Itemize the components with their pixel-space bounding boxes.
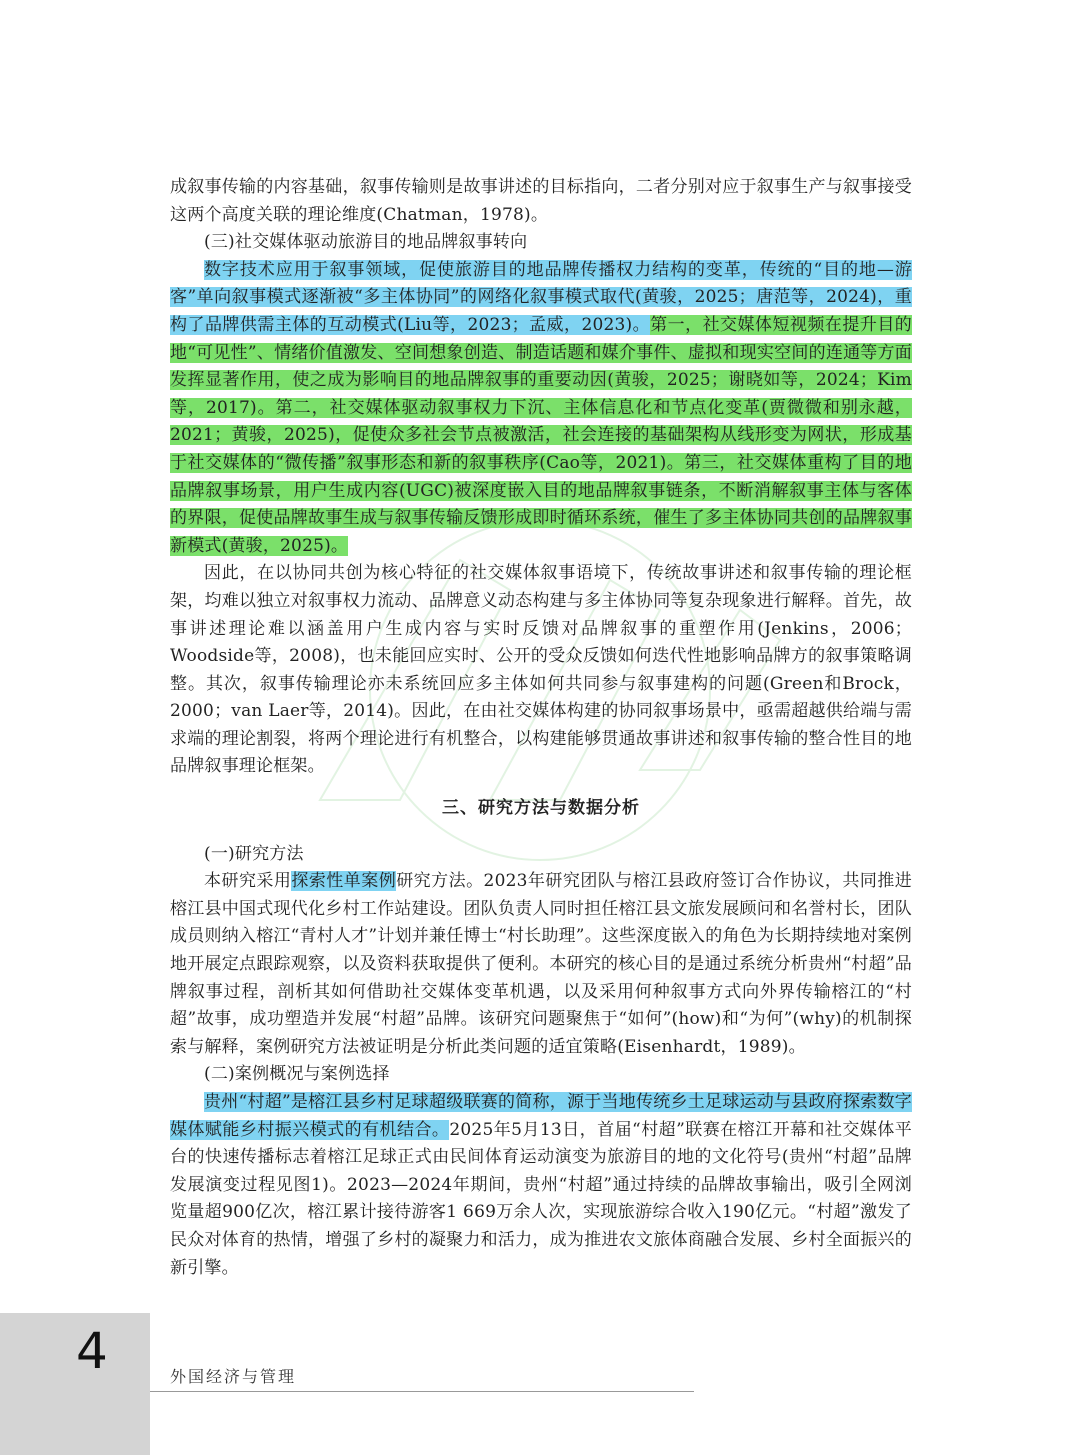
method-text-post: 研究方法。2023年研究团队与榕江县政府签订合作协议，共同推进榕江县中国式现代化乡村工作站建设。团队负责人同时担任榕江县文旅发展顾问和名誉村长，团队成员则纳入榕江“青村人才”计划并兼任博士“村长助理”。这些深度嵌入的角色为长期持续地对案例地开展定点跟踪观察，以及资料获取提供了便利。本研究的核心目的是通过系统分析贵州“村超”品牌叙事过程，剖析其如何借助社交媒体变革机遇，以及采用何种叙事方式向外界传输榕江的“村超”故事，成功塑造并发展“村超”品牌。该研究问题聚焦于“如何”(how)和“为何”(why)的机制探索与解释，案例研究方法被证明是分析此类问题的适宜策略(Eisenhardt，1989)。	[170, 871, 913, 1057]
paragraph-theory-gap: 因此，在以协同共创为核心特征的社交媒体叙事语境下，传统故事讲述和叙事传输的理论框架，均难以独立对叙事权力流动、品牌意义动态构建与多主体协同等复杂现象进行解释。首先，故事讲述理论难以涵盖用户生成内容与实时反馈对品牌叙事的重塑作用(Jenkins，2006；Woodside等，2008)，也未能回应实时、公开的受众反馈如何迭代性地影响品牌方的叙事策略调整。其次，叙事传输理论亦未系统回应多主体如何共同参与叙事建构的问题(Green和Brock，2000；van Laer等，2014)。因此，在由社交媒体构建的协同叙事场景中，亟需超越供给端与需求端的理论割裂，将两个理论进行有机整合，以构建能够贯通故事讲述和叙事传输的整合性目的地品牌叙事理论框架。	[170, 563, 912, 777]
paragraph-method	[170, 868, 912, 1061]
document-body	[170, 174, 912, 1282]
page-number-tab	[0, 1313, 150, 1455]
highlight-blue: 数字技术应用于叙事领域，促使旅游目的地品牌传播权力结构的变革，传统的“目的地—游客”单向叙事模式逐渐被“多主体协同”的网络化叙事模式取代(黄骏，2025；唐范等，2024)，重构了品牌供需主体的互动模式(Liu等，2023；孟威，2023)。	[170, 259, 912, 335]
section-title: 三、研究方法与数据分析	[442, 798, 640, 819]
case-text-post: 2025年5月13日，首届“村超”联赛在榕江开幕和社交媒体平台的快速传播标志着榕江足球正式由民间体育运动演变为旅游目的地的文化符号(贵州“村超”品牌发展演变过程见图1)。2023—2024年期间，贵州“村超”通过持续的品牌故事输出，吸引全网浏览量超900亿次，榕江累计接待游客1 669万余人次，实现旅游综合收入190亿元。“村超”激发了民众对体育的热情，增强了乡村的凝聚力和活力，成为推进农文旅体商融合发展、乡村全面振兴的新引擎。	[170, 1119, 913, 1278]
highlight-green-2: 第二，社交媒体驱动叙事权力下沉、主体信息化和节点化变革(贾微微和别永越，2021；黄骏，2025)，促使众多社会节点被激活，社会连接的基础架构从线形变为网状，形成基于社交媒体的“微传播”叙事形态和新的叙事秩序(Cao等，2021)。	[170, 397, 912, 473]
footer-divider	[150, 1391, 694, 1392]
highlight-case: 贵州“村超”是榕江县乡村足球超级联赛的简称，源于当地传统乡土足球运动与县政府探索数字媒体赋能乡村振兴模式的有机结合。	[170, 1092, 912, 1140]
journal-name: 外国经济与管理	[170, 1367, 297, 1386]
highlight-method: 探索性单案例	[291, 871, 397, 892]
method-text-pre: 本研究采用	[204, 871, 292, 892]
subheading-2: (二)案例概况与案例选择	[204, 1064, 390, 1085]
subheading-3: (三)社交媒体驱动旅游目的地品牌叙事转向	[204, 232, 528, 253]
paragraph-case	[170, 1089, 912, 1282]
highlight-green-3: 第三，社交媒体重构了目的地品牌叙事场景，用户生成内容(UGC)被深度嵌入目的地品牌叙事链条，不断消解叙事主体与客体的界限，促使品牌故事生成与叙事传输反馈形成即时循环系统，催生了多主体协同共创的品牌叙事新模式(黄骏，2025)。	[170, 452, 912, 556]
paragraph-continued: 成叙事传输的内容基础，叙事传输则是故事讲述的目标指向，二者分别对应于叙事生产与叙事接受这两个高度关联的理论维度(Chatman，1978)。	[170, 177, 912, 225]
page-number: 4	[76, 1322, 108, 1380]
highlight-green-1: 第一，社交媒体短视频在提升目的地“可见性”、情绪价值激发、空间想象创造、制造话题和媒介事件、虚拟和现实空间的连通等方面发挥显著作用，使之成为影响目的地品牌叙事的重要动因(黄骏，2025；谢晓如等，2024；Kim等，2017)。	[170, 314, 912, 418]
subheading-1: (一)研究方法	[204, 843, 304, 864]
paragraph-social-media	[170, 257, 912, 561]
